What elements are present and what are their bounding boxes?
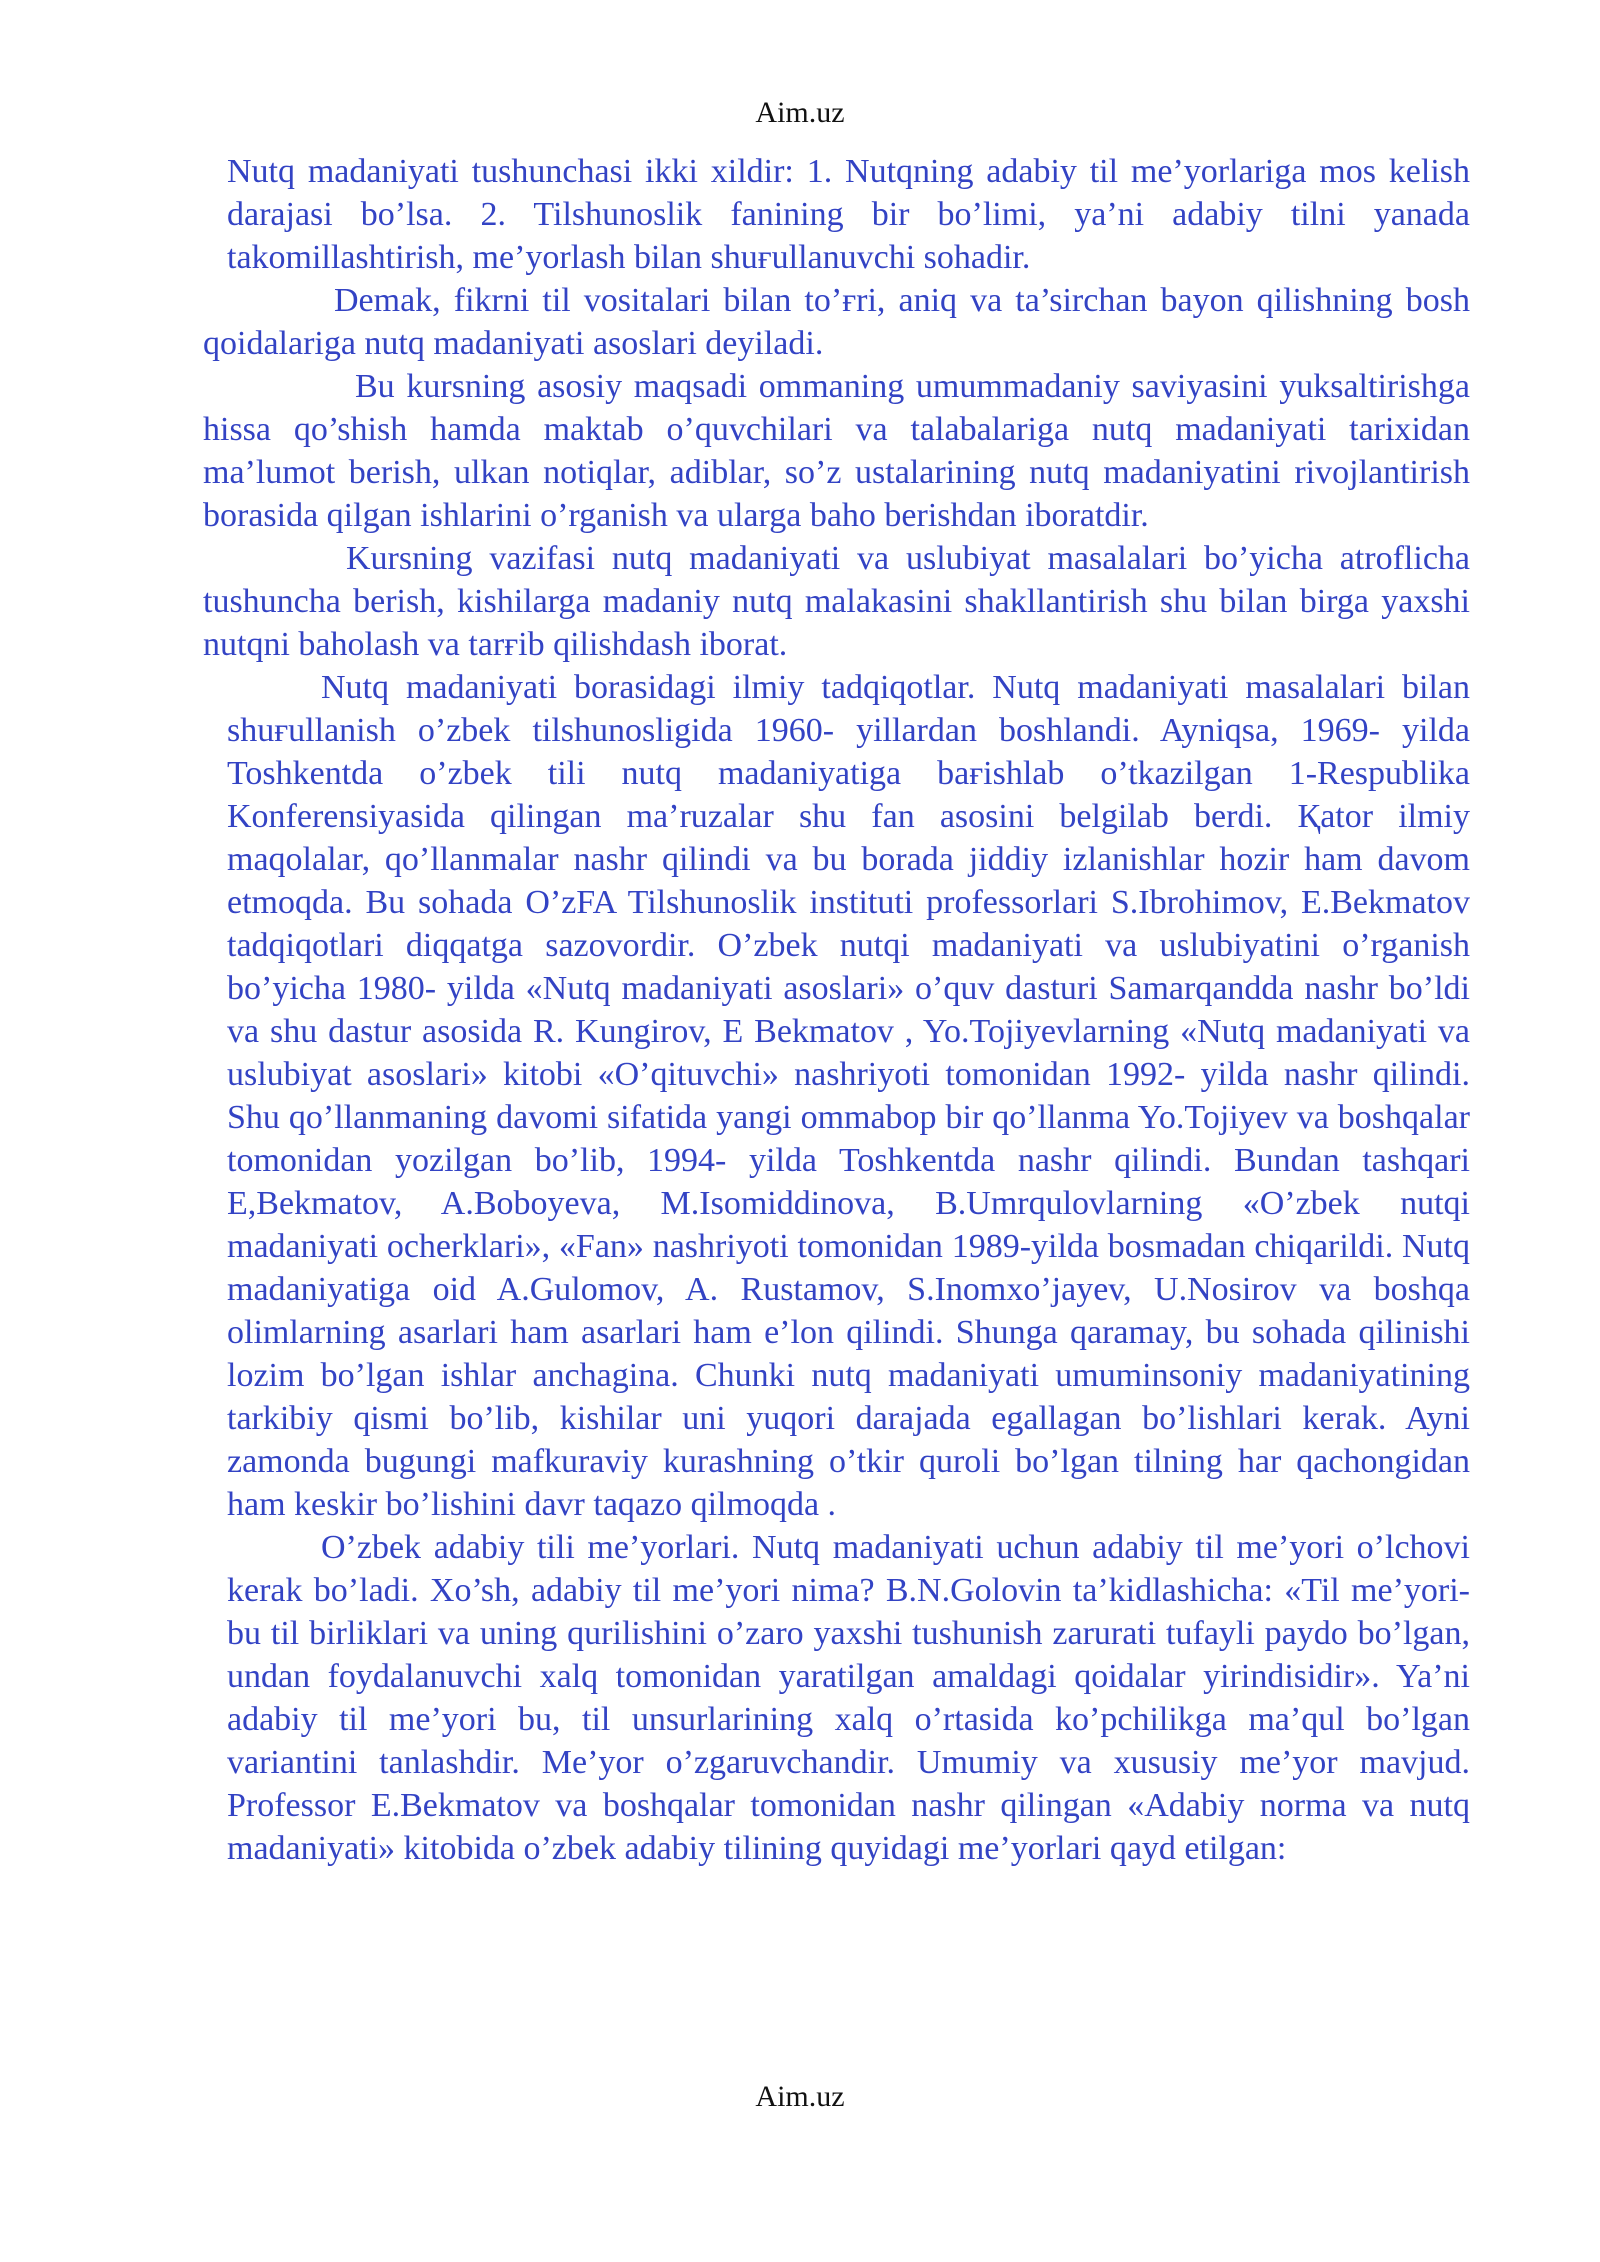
paragraph-course-goal: Bu kursning asosiy maqsadi ommaning umummadaniy saviyasini yuksaltirishga hissa qo’shish hamda maktab o’quvchilari va talabalariga nutq madaniyati tarixidan ma’lumot berish, ulkan notiqlar, adiblar, so’z ustalarining nutq madaniyatini rivojlantirish borasida qilgan ishlarini o’rganish va ularga baho berishdan iboratdir. [203, 368, 1470, 534]
paragraph-research-history: Nutq madaniyati borasidagi ilmiy tadqiqotlar. Nutq madaniyati masalalari bilan shuғullanish o’zbek tilshunosligida 1960- yillardan boshlandi. Ayniqsa, 1969- yilda Toshkentda o’zbek tili nutq madaniyatiga baғishlab o’tkazilgan 1-Respublika Konferensiyasida qilingan ma’ruzalar shu fan asosini belgilab berdi. Қator ilmiy maqolalar, qo’llanmalar nashr qilindi va bu borada jiddiy izlanishlar hozir ham davom etmoqda. Bu sohada O’zFA Tilshunoslik instituti professorlari S.Ibrohimov, E.Bekmatov tadqiqotlari diqqatga sazovordir. O’zbek nutqi madaniyati va uslubiyatini o’rganish bo’yicha 1980- yilda «Nutq madaniyati asoslari» o’quv dasturi Samarqandda nashr bo’ldi va shu dastur asosida R. Kungirov, E Bekmatov , Yo.Tojiyevlarning «Nutq madaniyati va uslubiyat asoslari» kitobi «O’qituvchi» nashriyoti tomonidan 1992- yilda nashr qilindi. Shu qo’llanmaning davomi sifatida yangi ommabop bir qo’llanma Yo.Tojiyev va boshqalar tomonidan yozilgan bo’lib, 1994- yilda Toshkentda nashr qilindi. Bundan tashqari E,Bekmatov, A.Boboyeva, M.Isomiddinova, B.Umrqulovlarning «O’zbek nutqi madaniyati ocherklari», «Fan» nashriyoti tomonidan 1989-yilda bosmadan chiqarildi. Nutq madaniyatiga oid A.Gulomov, A. Rustamov, S.Inomxo’jayev, U.Nosirov va boshqa olimlarning asarlari ham asarlari ham e’lon qilindi. Shunga qaramay, bu sohada qilinishi lozim bo’lgan ishlar anchagina. Chunki nutq madaniyati umuminsoniy madaniyatining tarkibiy qismi bo’lib, kishilar uni yuqori darajada egallagan bo’lishlari kerak. Ayni zamonda bugungi mafkuraviy kurashning o’tkir quroli bo’lgan tilning har qachongidan ham keskir bo’lishini davr taqazo qilmoqda . [227, 669, 1470, 1523]
paragraph-definition: Nutq madaniyati tushunchasi ikki xildir: 1. Nutqning adabiy til me’yorlariga mos kelish darajasi bo’lsa. 2. Tilshunoslik fanining bir bo’limi, ya’ni adabiy tilni yanada takomillashtirish, me’yorlash bilan shuғullanuvchi sohadir. [227, 153, 1470, 276]
paragraph-course-task: Kursning vazifasi nutq madaniyati va uslubiyat masalalari bo’yicha atroflicha tushuncha berish, kishilarga madaniy nutq malakasini shakllantirish shu bilan birga yaxshi nutqni baholash va tarғib qilishdash iborat. [203, 540, 1470, 663]
paragraph-summary: Demak, fikrni til vositalari bilan to’ғri, aniq va ta’sirchan bayon qilishning bosh qoidalariga nutq madaniyati asoslari deyiladi. [203, 282, 1470, 362]
document-body [203, 150, 1470, 1870]
page-footer: Aim.uz [755, 2080, 845, 2113]
page-header: Aim.uz [755, 96, 845, 129]
paragraph-literary-norms: O’zbek adabiy tili me’yorlari. Nutq madaniyati uchun adabiy til me’yori o’lchovi kerak bo’ladi. Xo’sh, adabiy til me’yori nima? B.N.Golovin ta’kidlashicha: «Til me’yori- bu til birliklari va uning qurilishini o’zaro yaxshi tushunish zarurati tufayli paydo bo’lgan, undan foydalanuvchi xalq tomonidan yaratilgan amaldagi qoidalar yirindisidir». Ya’ni adabiy til me’yori bu, til unsurlarining xalq o’rtasida ko’pchilikga ma’qul bo’lgan variantini tanlashdir. Me’yor o’zgaruvchandir. Umumiy va xususiy me’yor mavjud. Professor E.Bekmatov va boshqalar tomonidan nashr qilingan «Adabiy norma va nutq madaniyati» kitobida o’zbek adabiy tilining quyidagi me’yorlari qayd etilgan: [227, 1529, 1470, 1867]
